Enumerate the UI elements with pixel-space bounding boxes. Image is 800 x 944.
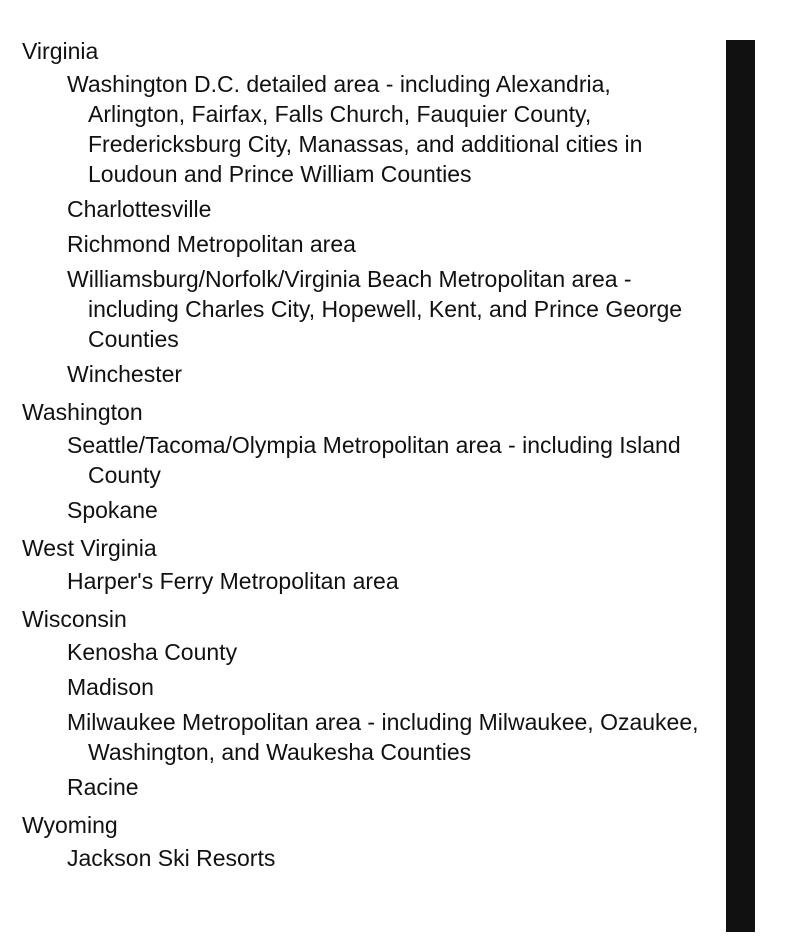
area-list xyxy=(22,430,712,525)
area-item: Winchester xyxy=(67,361,183,387)
side-thumb-tab xyxy=(726,40,755,932)
state-section-washington xyxy=(22,397,712,525)
state-heading: West Virginia xyxy=(22,535,157,561)
state-section-west-virginia xyxy=(22,533,712,596)
state-heading: Washington xyxy=(22,399,143,425)
area-item: Milwaukee Metropolitan area - including Milwaukee, Ozaukee, Washington, and Waukesha Counties xyxy=(67,709,699,765)
state-section-wyoming xyxy=(22,810,712,873)
area-list xyxy=(22,843,712,873)
area-item: Madison xyxy=(67,674,154,700)
area-item: Spokane xyxy=(67,497,158,523)
area-item: Racine xyxy=(67,774,139,800)
area-item: Washington D.C. detailed area - including Alexandria, Arlington, Fairfax, Falls Church, Fauquier County, Fredericksburg City, Manassas, and additional cities in Loudoun and Prince William Counties xyxy=(67,71,643,187)
area-list xyxy=(22,637,712,802)
area-item: Jackson Ski Resorts xyxy=(67,845,276,871)
state-heading: Wisconsin xyxy=(22,606,127,632)
state-list xyxy=(22,36,712,873)
state-section-virginia xyxy=(22,36,712,389)
area-item: Charlottesville xyxy=(67,196,212,222)
state-section-wisconsin xyxy=(22,604,712,802)
state-heading: Wyoming xyxy=(22,812,118,838)
area-item: Kenosha County xyxy=(67,639,238,665)
state-heading: Virginia xyxy=(22,38,99,64)
area-item: Seattle/Tacoma/Olympia Metropolitan area - including Island County xyxy=(67,432,681,488)
area-list xyxy=(22,566,712,596)
area-list xyxy=(22,69,712,389)
area-item: Richmond Metropolitan area xyxy=(67,231,356,257)
area-item: Williamsburg/Norfolk/Virginia Beach Metropolitan area - including Charles City, Hopewell, Kent, and Prince George Counties xyxy=(67,266,683,352)
area-item: Harper's Ferry Metropolitan area xyxy=(67,568,399,594)
